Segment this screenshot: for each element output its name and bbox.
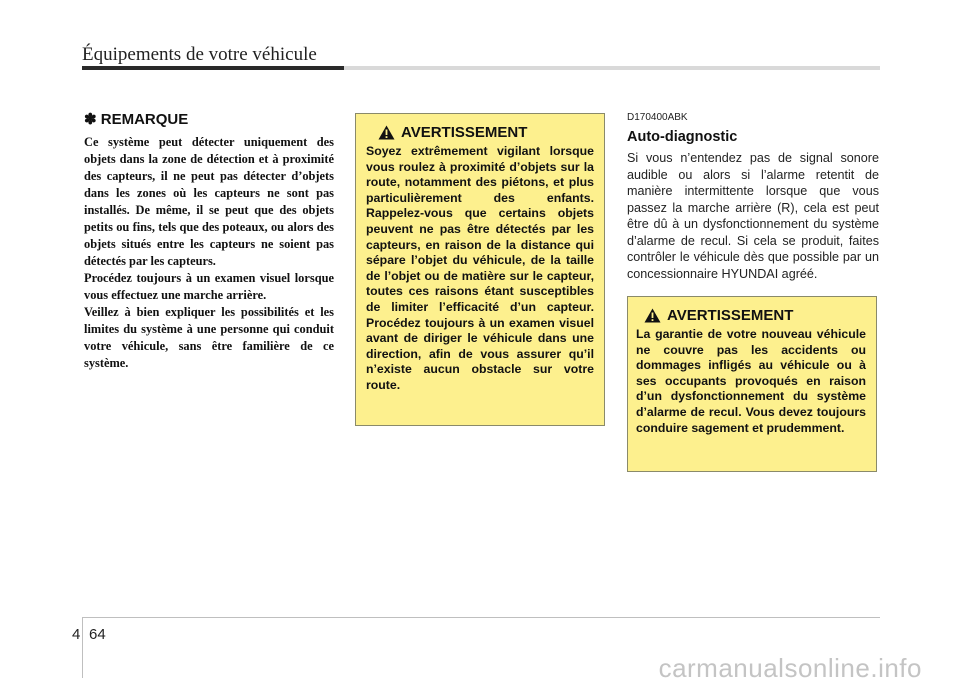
watermark: carmanualsonline.info — [658, 653, 922, 683]
remark-paragraph: Procédez toujours à un examen visuel lorsque vous effectuez une marche arrière. — [84, 271, 334, 302]
warning-title: AVERTISSEMENT — [401, 124, 528, 141]
section-code: D170400ABK — [627, 112, 688, 123]
warning-text: Soyez extrêmement vigilant lorsque vous roulez à proximité d’objets sur la route, notamment des piétons, et plus particulièrement des enfants. Rappelez-vous que certains objets peuvent ne pas être détectés par les capteurs, en raison de la distance qui sépare l’objet du véhicule, de la taille de l’objet ou de matière sur le capteur, toutes ces raisons étant susceptibles de limiter l’efficacité d’un capteur. Procédez toujours à un examen visuel avant de diriger le véhicule dans une direction, afin de vous assurer qu’il n’existe aucun obstacle sur votre route. — [366, 144, 594, 392]
page-number: 64 — [89, 626, 106, 643]
footer-rule — [82, 617, 880, 618]
chapter-number: 4 — [72, 626, 81, 643]
warning-triangle-icon — [378, 125, 395, 140]
remark-title: ✽ REMARQUE — [84, 111, 189, 128]
remark-section — [84, 110, 334, 372]
warning-text: La garantie de votre nouveau véhicule ne couvre pas les accidents ou dommages infligés au véhicule ou à ses occupants provoqués en raison d’un dysfonctionnement du système d’alarme de recul. Vous devez toujours conduire sagement et prudemment. — [636, 327, 866, 435]
remark-body — [84, 134, 334, 372]
remark-paragraph: Ce système peut détecter uniquement des objets dans la zone de détection et à proximité des capteurs, il ne peut pas détecter d’objets dans les zones où les capteurs ne sont pas installés. De même, il se peut que des objets petits ou fins, tels que des poteaux, ou alors des objets situés entre les capteurs ne soient pas détectés par les capteurs. — [84, 135, 334, 268]
warning-triangle-icon — [644, 308, 661, 323]
section-title: Auto-diagnostic — [627, 129, 738, 145]
page-header-title: Équipements de votre véhicule — [82, 44, 317, 65]
self-diagnosis-section — [627, 112, 879, 282]
warning-header — [366, 124, 594, 141]
header-rule-accent — [82, 66, 344, 70]
warning-header — [636, 307, 866, 324]
section-body: Si vous n’entendez pas de signal sonore audible ou alors si l’alarme retentit de manière intermittente lorsque que vous passez la marche arrière (R), cela est peut être dû à un dysfonctionnement du système d’alarme de recul. Si cela se produit, faites contrôler le véhicule dès que possible par un concessionnaire HYUNDAI agréé. — [627, 151, 879, 281]
warning-box-sensors — [355, 113, 605, 426]
warning-box-warranty — [627, 296, 877, 472]
warning-title: AVERTISSEMENT — [667, 307, 794, 324]
remark-paragraph: Veillez à bien expliquer les possibilités et les limites du système à une personne qui conduit votre véhicule, sans être familière de ce système. — [84, 305, 334, 370]
footer-vertical-rule — [82, 618, 83, 678]
